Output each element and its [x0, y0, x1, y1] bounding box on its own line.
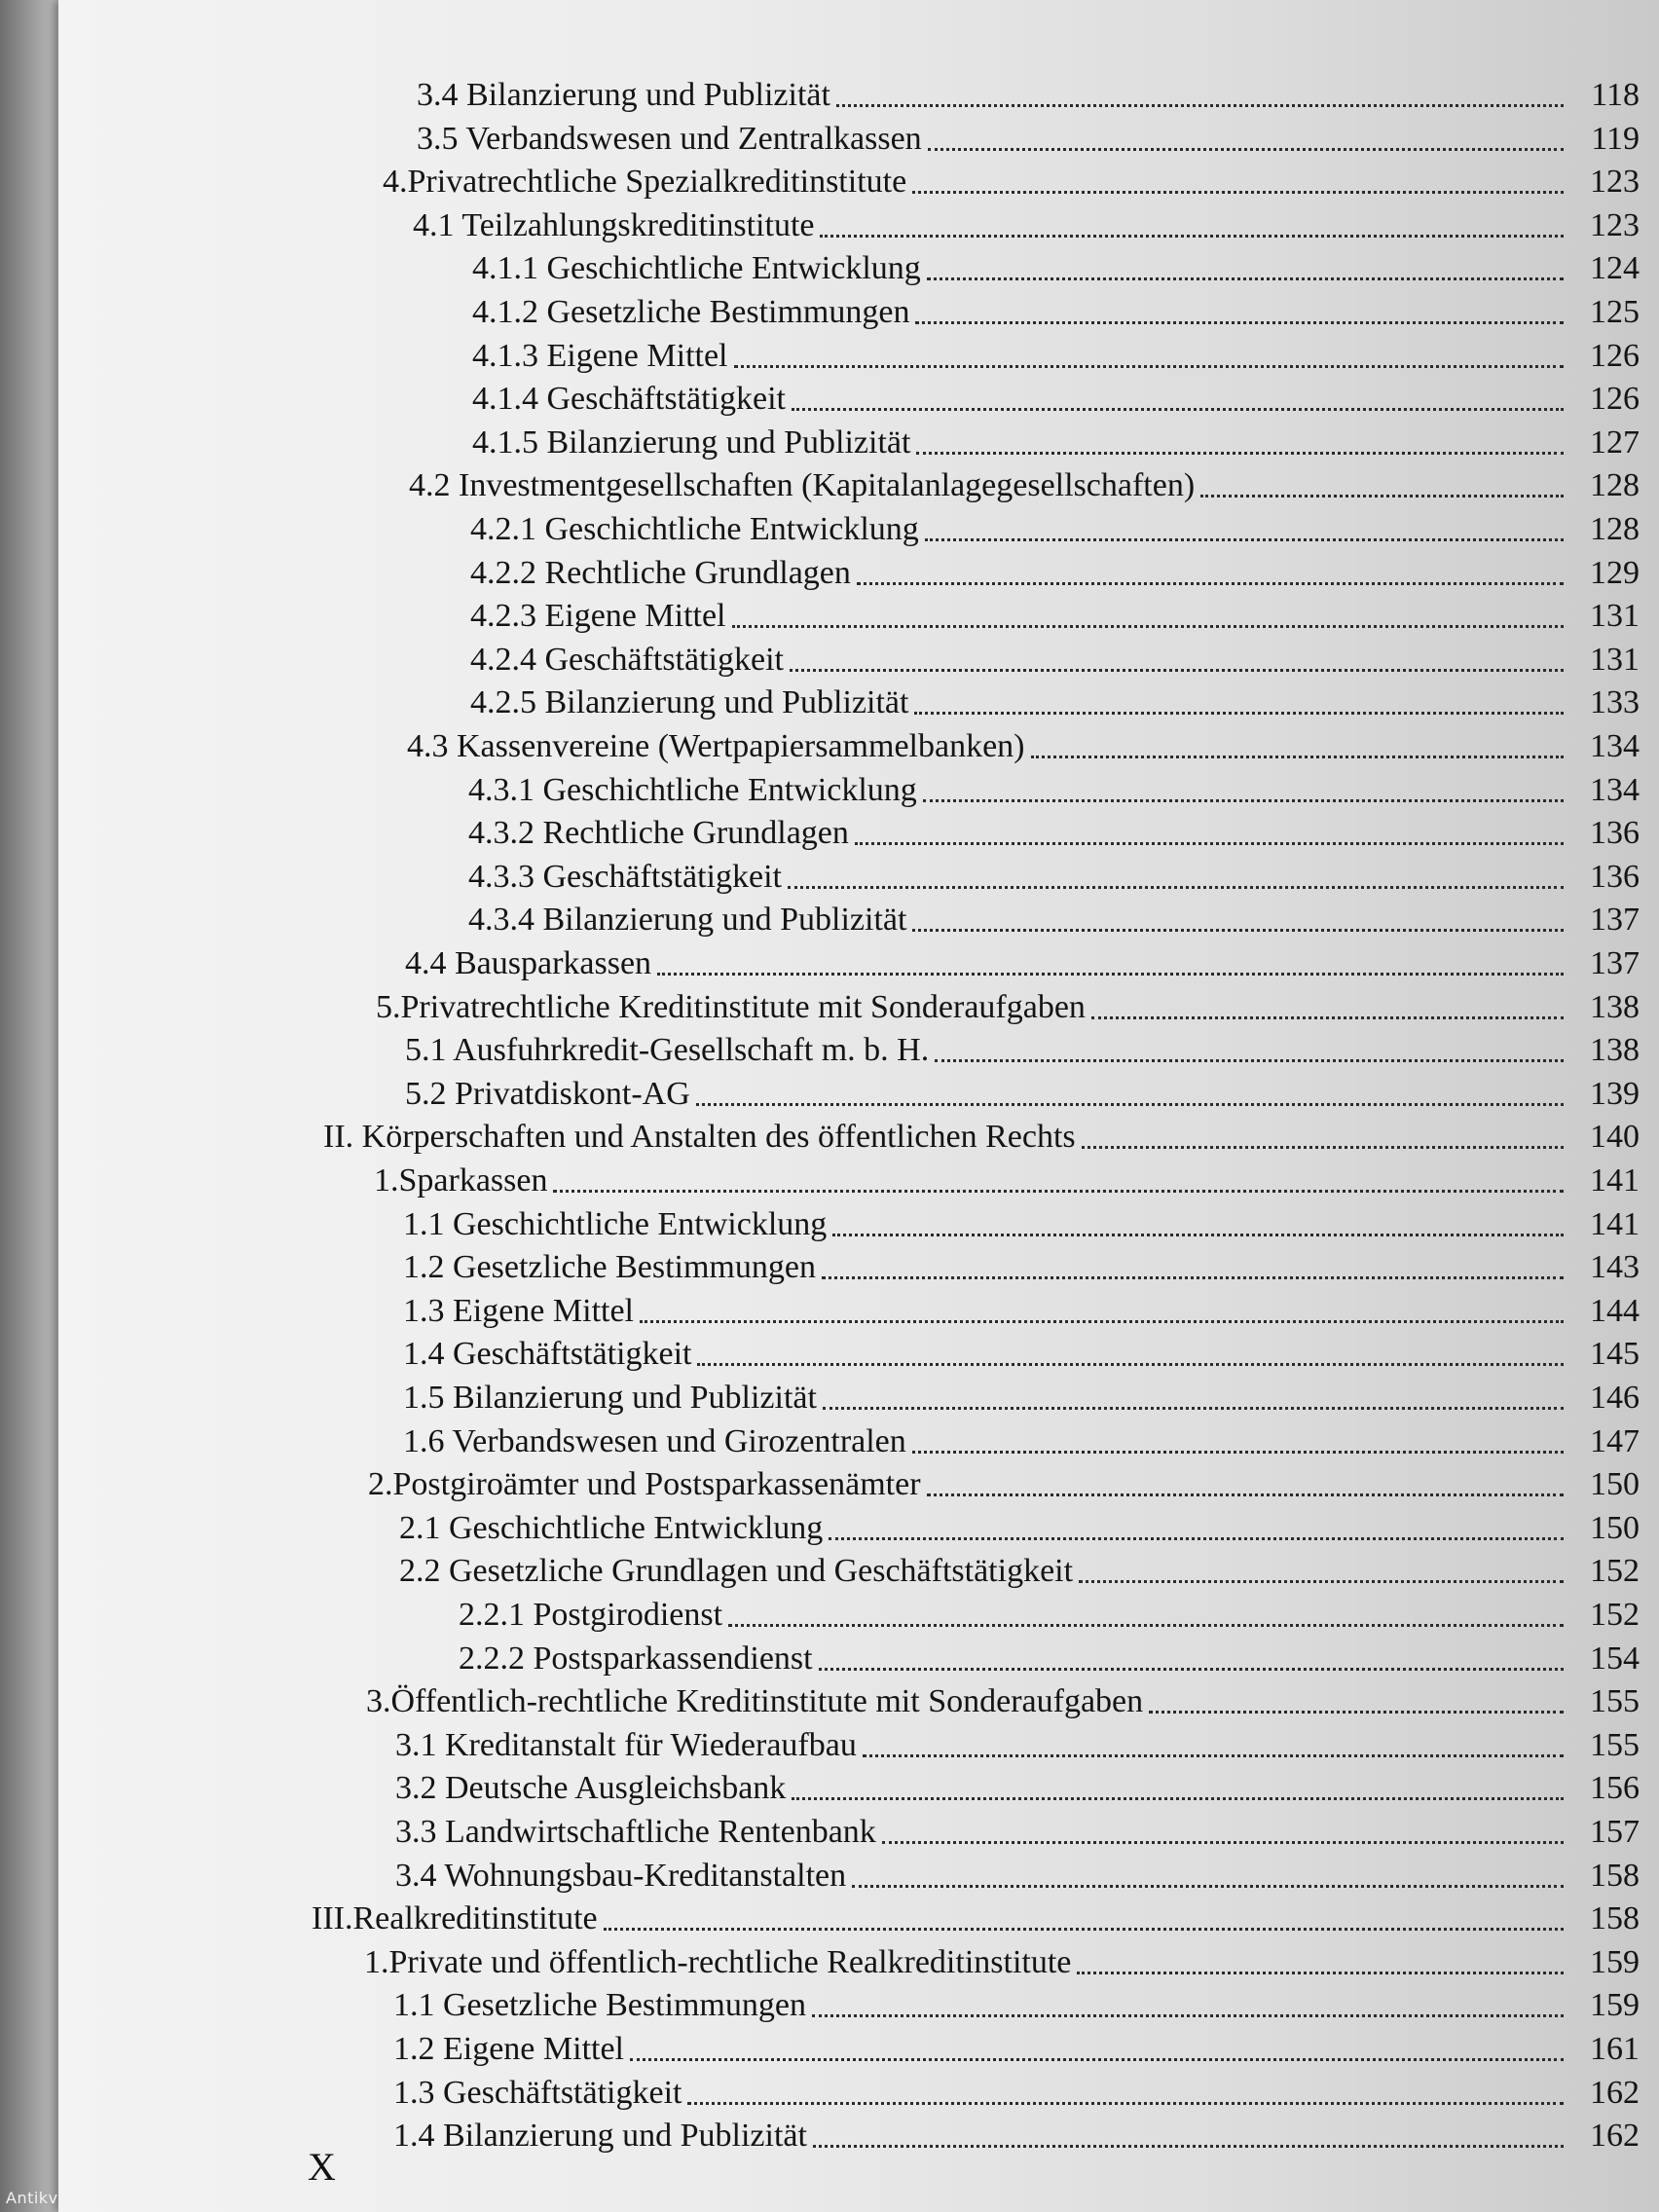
toc-leader-dots [696, 1101, 1564, 1106]
toc-entry-page-number: 156 [1590, 1770, 1640, 1807]
toc-entry [470, 593, 1640, 636]
toc-entry-page-number: 154 [1590, 1640, 1640, 1677]
toc-leader-dots [927, 276, 1564, 280]
toc-entry-title: 1.3 Geschäftstätigkeit [393, 2074, 682, 2111]
toc-leader-dots [792, 1795, 1564, 1800]
toc-entry-page-number: 150 [1590, 1466, 1640, 1503]
toc-entry-page-number: 159 [1590, 1987, 1640, 2024]
toc-leader-dots [912, 189, 1564, 194]
toc-entry-page-number: 134 [1590, 771, 1640, 808]
toc-leader-dots [1031, 754, 1565, 758]
toc-entry-page-number: 141 [1590, 1205, 1640, 1242]
toc-leader-dots [823, 1405, 1564, 1410]
toc-entry-page-number: 146 [1590, 1380, 1640, 1416]
toc-entry [472, 245, 1640, 288]
toc-entry-page-number: 158 [1590, 1857, 1640, 1894]
toc-entry [395, 1765, 1640, 1808]
page-folio: X [308, 2145, 336, 2189]
toc-entry-title: 3.Öffentlich-rechtliche Kreditinstitute mit Sonderaufgaben [366, 1683, 1144, 1720]
toc-leader-dots [935, 1057, 1564, 1062]
watermark-text: Antikvarium.hu [6, 2189, 132, 2207]
toc-entry [459, 1592, 1640, 1635]
toc-entry-page-number: 134 [1590, 728, 1640, 764]
toc-entry [468, 897, 1640, 940]
toc-entry-title: 1.2 Eigene Mittel [393, 2031, 625, 2067]
toc-entry-page-number: 155 [1590, 1683, 1640, 1720]
toc-entry-title: 5.Privatrechtliche Kreditinstitute mit Sonderaufgaben [376, 988, 1086, 1025]
toc-entry-title: 2.2 Gesetzliche Grundlagen und Geschäftstätigkeit [399, 1553, 1074, 1590]
toc-entry-page-number: 140 [1590, 1119, 1640, 1156]
toc-leader-dots [928, 146, 1564, 151]
toc-entry [395, 1722, 1640, 1765]
toc-entry-page-number: 136 [1590, 858, 1640, 895]
toc-entry [413, 203, 1640, 245]
toc-entry-title: 4.3.1 Geschichtliche Entwicklung [468, 771, 917, 808]
toc-entry-page-number: 118 [1591, 77, 1640, 113]
toc-entry-title: 2.2.2 Postsparkassendienst [459, 1640, 813, 1677]
toc-leader-dots [819, 1666, 1564, 1671]
toc-entry-page-number: 159 [1590, 1943, 1640, 1980]
toc-leader-dots [790, 667, 1564, 672]
toc-entry-page-number: 144 [1590, 1292, 1640, 1329]
toc-entry-title: 4.2 Investmentgesellschaften (Kapitalanlagegesellschaften) [409, 467, 1196, 504]
toc-entry [468, 767, 1640, 810]
toc-entry [312, 1896, 1640, 1938]
toc-entry-page-number: 136 [1590, 815, 1640, 852]
toc-entry-page-number: 125 [1590, 294, 1640, 330]
toc-entry [403, 1288, 1640, 1331]
toc-entry-title: 4.2.1 Geschichtliche Entwicklung [470, 511, 919, 547]
toc-entry-page-number: 157 [1590, 1814, 1640, 1850]
toc-entry-page-number: 133 [1590, 684, 1640, 721]
toc-entry-title: 1.5 Bilanzierung und Publizität [403, 1380, 817, 1416]
toc-entry [409, 462, 1640, 505]
toc-leader-dots [836, 102, 1564, 107]
toc-leader-dots [829, 1535, 1564, 1540]
toc-leader-dots [820, 233, 1564, 238]
toc-entry [376, 984, 1640, 1027]
toc-entry-title: 3.2 Deutsche Ausgleichsbank [395, 1770, 787, 1807]
toc-leader-dots [852, 1883, 1564, 1888]
toc-entry [468, 810, 1640, 853]
toc-entry [393, 1982, 1640, 2025]
toc-entry-title: 1.Sparkassen [374, 1162, 548, 1198]
toc-leader-dots [687, 2100, 1564, 2105]
toc-entry-page-number: 145 [1590, 1336, 1640, 1373]
toc-entry-title: 4.1.5 Bilanzierung und Publizität [472, 424, 911, 461]
toc-leader-dots [630, 2056, 1564, 2061]
toc-entry-title: 5.2 Privatdiskont-AG [405, 1075, 690, 1112]
toc-leader-dots [1091, 1014, 1564, 1019]
toc-entry-page-number: 162 [1590, 2074, 1640, 2111]
toc-entry-page-number: 143 [1590, 1249, 1640, 1286]
toc-entry [403, 1201, 1640, 1244]
toc-leader-dots [832, 1232, 1564, 1236]
toc-leader-dots [882, 1839, 1564, 1844]
toc-entry-title: 1.4 Geschäftstätigkeit [403, 1336, 692, 1373]
toc-leader-dots [812, 2012, 1564, 2017]
toc-entry [403, 1331, 1640, 1374]
toc-leader-dots [1082, 1144, 1564, 1149]
toc-entry-title: 3.5 Verbandswesen und Zentralkassen [417, 120, 922, 157]
toc-leader-dots [553, 1188, 1564, 1193]
toc-entry [472, 420, 1640, 462]
toc-leader-dots [1079, 1578, 1564, 1583]
toc-entry-page-number: 131 [1590, 598, 1640, 635]
toc-entry-title: 3.3 Landwirtschaftliche Rentenbank [395, 1814, 876, 1850]
toc-entry-title: 2.1 Geschichtliche Entwicklung [399, 1509, 824, 1546]
toc-entry-title: 1.1 Gesetzliche Bestimmungen [393, 1987, 806, 2024]
toc-leader-dots [822, 1274, 1564, 1279]
toc-leader-dots [914, 710, 1564, 715]
toc-entry-title: 3.4 Wohnungsbau-Kreditanstalten [395, 1857, 847, 1894]
toc-leader-dots [792, 406, 1564, 411]
toc-entry [383, 159, 1640, 202]
toc-entry [403, 1375, 1640, 1418]
toc-entry [468, 854, 1640, 897]
toc-leader-dots [912, 1449, 1564, 1454]
toc-entry-page-number: 138 [1590, 1032, 1640, 1069]
toc-entry-page-number: 138 [1590, 988, 1640, 1025]
toc-entry-title: 4.1.4 Geschäftstätigkeit [472, 381, 786, 418]
toc-entry-title: 2.Postgiroämter und Postsparkassenämter [368, 1466, 921, 1503]
toc-entry-page-number: 158 [1590, 1900, 1640, 1937]
toc-leader-dots [604, 1926, 1564, 1931]
toc-entry-title: 4.2.4 Geschäftstätigkeit [470, 641, 784, 678]
toc-entry-title: 1.1 Geschichtliche Entwicklung [403, 1205, 828, 1242]
toc-leader-dots [915, 319, 1564, 324]
toc-entry-page-number: 141 [1590, 1162, 1640, 1198]
toc-entry-page-number: 123 [1590, 164, 1640, 201]
toc-entry-page-number: 152 [1590, 1597, 1640, 1633]
toc-entry [364, 1939, 1640, 1982]
toc-entry-title: 2.2.1 Postgirodienst [459, 1597, 723, 1633]
toc-entry-title: 5.1 Ausfuhrkredit-Gesellschaft m. b. H. [405, 1032, 930, 1069]
toc-entry [407, 723, 1640, 766]
toc-entry [323, 1114, 1640, 1157]
toc-entry-title: 4.4 Bausparkassen [405, 945, 652, 981]
toc-entry [459, 1636, 1640, 1678]
toc-entry-title: 3.4 Bilanzierung und Publizität [417, 77, 830, 113]
toc-leader-dots [657, 971, 1564, 976]
toc-leader-dots [916, 450, 1564, 455]
toc-entry-page-number: 123 [1590, 206, 1640, 243]
toc-entry [403, 1419, 1640, 1461]
toc-entry [405, 940, 1640, 983]
toc-leader-dots [912, 927, 1564, 932]
toc-entry-page-number: 161 [1590, 2031, 1640, 2067]
toc-entry-title: 4.3.2 Rechtliche Grundlagen [468, 815, 849, 852]
toc-leader-dots [1200, 493, 1564, 498]
toc-entry-title: 1.2 Gesetzliche Bestimmungen [403, 1249, 816, 1286]
toc-leader-dots [1149, 1709, 1564, 1714]
toc-entry [395, 1853, 1640, 1896]
toc-entry-title: 1.6 Verbandswesen und Girozentralen [403, 1422, 906, 1459]
toc-leader-dots [927, 1492, 1564, 1496]
toc-entry-title: 4.3.3 Geschäftstätigkeit [468, 858, 782, 895]
toc-entry [470, 550, 1640, 593]
toc-entry [393, 2113, 1640, 2156]
toc-entry [470, 506, 1640, 549]
toc-leader-dots [923, 797, 1564, 802]
toc-entry-title: 1.3 Eigene Mittel [403, 1292, 635, 1329]
toc-entry-title: 4.2.5 Bilanzierung und Publizität [470, 684, 909, 721]
toc-entry-title: 4.1.1 Geschichtliche Entwicklung [472, 250, 921, 287]
toc-entry [366, 1678, 1640, 1721]
toc-entry [393, 2026, 1640, 2069]
toc-leader-dots [732, 623, 1564, 628]
toc-leader-dots [863, 1752, 1564, 1757]
toc-entry [374, 1158, 1640, 1200]
toc-leader-dots [857, 580, 1564, 585]
toc-entry [403, 1244, 1640, 1287]
toc-entry [417, 116, 1640, 159]
toc-entry-page-number: 147 [1590, 1422, 1640, 1459]
toc-entry [399, 1548, 1640, 1591]
toc-leader-dots [813, 2143, 1564, 2148]
toc-entry [405, 1027, 1640, 1070]
toc-entry [472, 333, 1640, 376]
toc-entry-page-number: 127 [1590, 424, 1640, 461]
toc-entry-page-number: 162 [1590, 2118, 1640, 2155]
toc-entry [393, 2070, 1640, 2113]
toc-entry-title: 4.1 Teilzahlungskreditinstitute [413, 206, 815, 243]
toc-entry-page-number: 126 [1590, 337, 1640, 374]
toc-leader-dots [728, 1622, 1564, 1627]
toc-entry-title: II. Körperschaften und Anstalten des öffentlichen Rechts [323, 1119, 1076, 1156]
toc-entry-title: 1.Private und öffentlich-rechtliche Realkreditinstitute [364, 1943, 1072, 1980]
toc-entry-title: 3.1 Kreditanstalt für Wiederaufbau [395, 1726, 857, 1763]
toc-leader-dots [697, 1361, 1564, 1366]
toc-entry [472, 376, 1640, 419]
toc-entry-page-number: 128 [1590, 467, 1640, 504]
toc-entry-page-number: 124 [1590, 250, 1640, 287]
toc-entry-page-number: 119 [1591, 120, 1640, 157]
toc-entry-title: 4.3.4 Bilanzierung und Publizität [468, 902, 907, 939]
toc-entry [395, 1809, 1640, 1852]
toc-leader-dots [925, 536, 1564, 541]
toc-entry [399, 1505, 1640, 1548]
toc-entry [368, 1461, 1640, 1504]
toc-leader-dots [788, 884, 1564, 889]
toc-leader-dots [1077, 1970, 1564, 1974]
toc-entry-page-number: 131 [1590, 641, 1640, 678]
toc-entry-title: 4.Privatrechtliche Spezialkreditinstitute [383, 164, 907, 201]
toc-leader-dots [734, 363, 1564, 368]
toc-entry-title: 4.1.2 Gesetzliche Bestimmungen [472, 294, 910, 330]
toc-entry-page-number: 126 [1590, 381, 1640, 418]
toc-entry [470, 680, 1640, 722]
toc-entry-page-number: 128 [1590, 511, 1640, 547]
toc-entry [472, 289, 1640, 332]
toc-entry-title: III.Realkreditinstitute [312, 1900, 598, 1937]
toc-entry [405, 1071, 1640, 1114]
toc-entry-page-number: 155 [1590, 1726, 1640, 1763]
toc-entry-title: 4.2.3 Eigene Mittel [470, 598, 726, 635]
toc-leader-dots [640, 1318, 1564, 1323]
toc-entry-page-number: 139 [1590, 1075, 1640, 1112]
toc-entry [470, 637, 1640, 680]
toc-entry-page-number: 150 [1590, 1509, 1640, 1546]
toc-entry-title: 4.2.2 Rechtliche Grundlagen [470, 554, 851, 591]
toc-entry-page-number: 137 [1590, 902, 1640, 939]
toc-entry-page-number: 137 [1590, 945, 1640, 981]
toc-entry [417, 72, 1640, 115]
toc-entry-title: 1.4 Bilanzierung und Publizität [393, 2118, 807, 2155]
toc-leader-dots [855, 840, 1564, 845]
toc-entry-page-number: 129 [1590, 554, 1640, 591]
toc-entry-page-number: 152 [1590, 1553, 1640, 1590]
toc-entry-title: 4.1.3 Eigene Mittel [472, 337, 728, 374]
toc-entry-title: 4.3 Kassenvereine (Wertpapiersammelbanken) [407, 728, 1025, 764]
